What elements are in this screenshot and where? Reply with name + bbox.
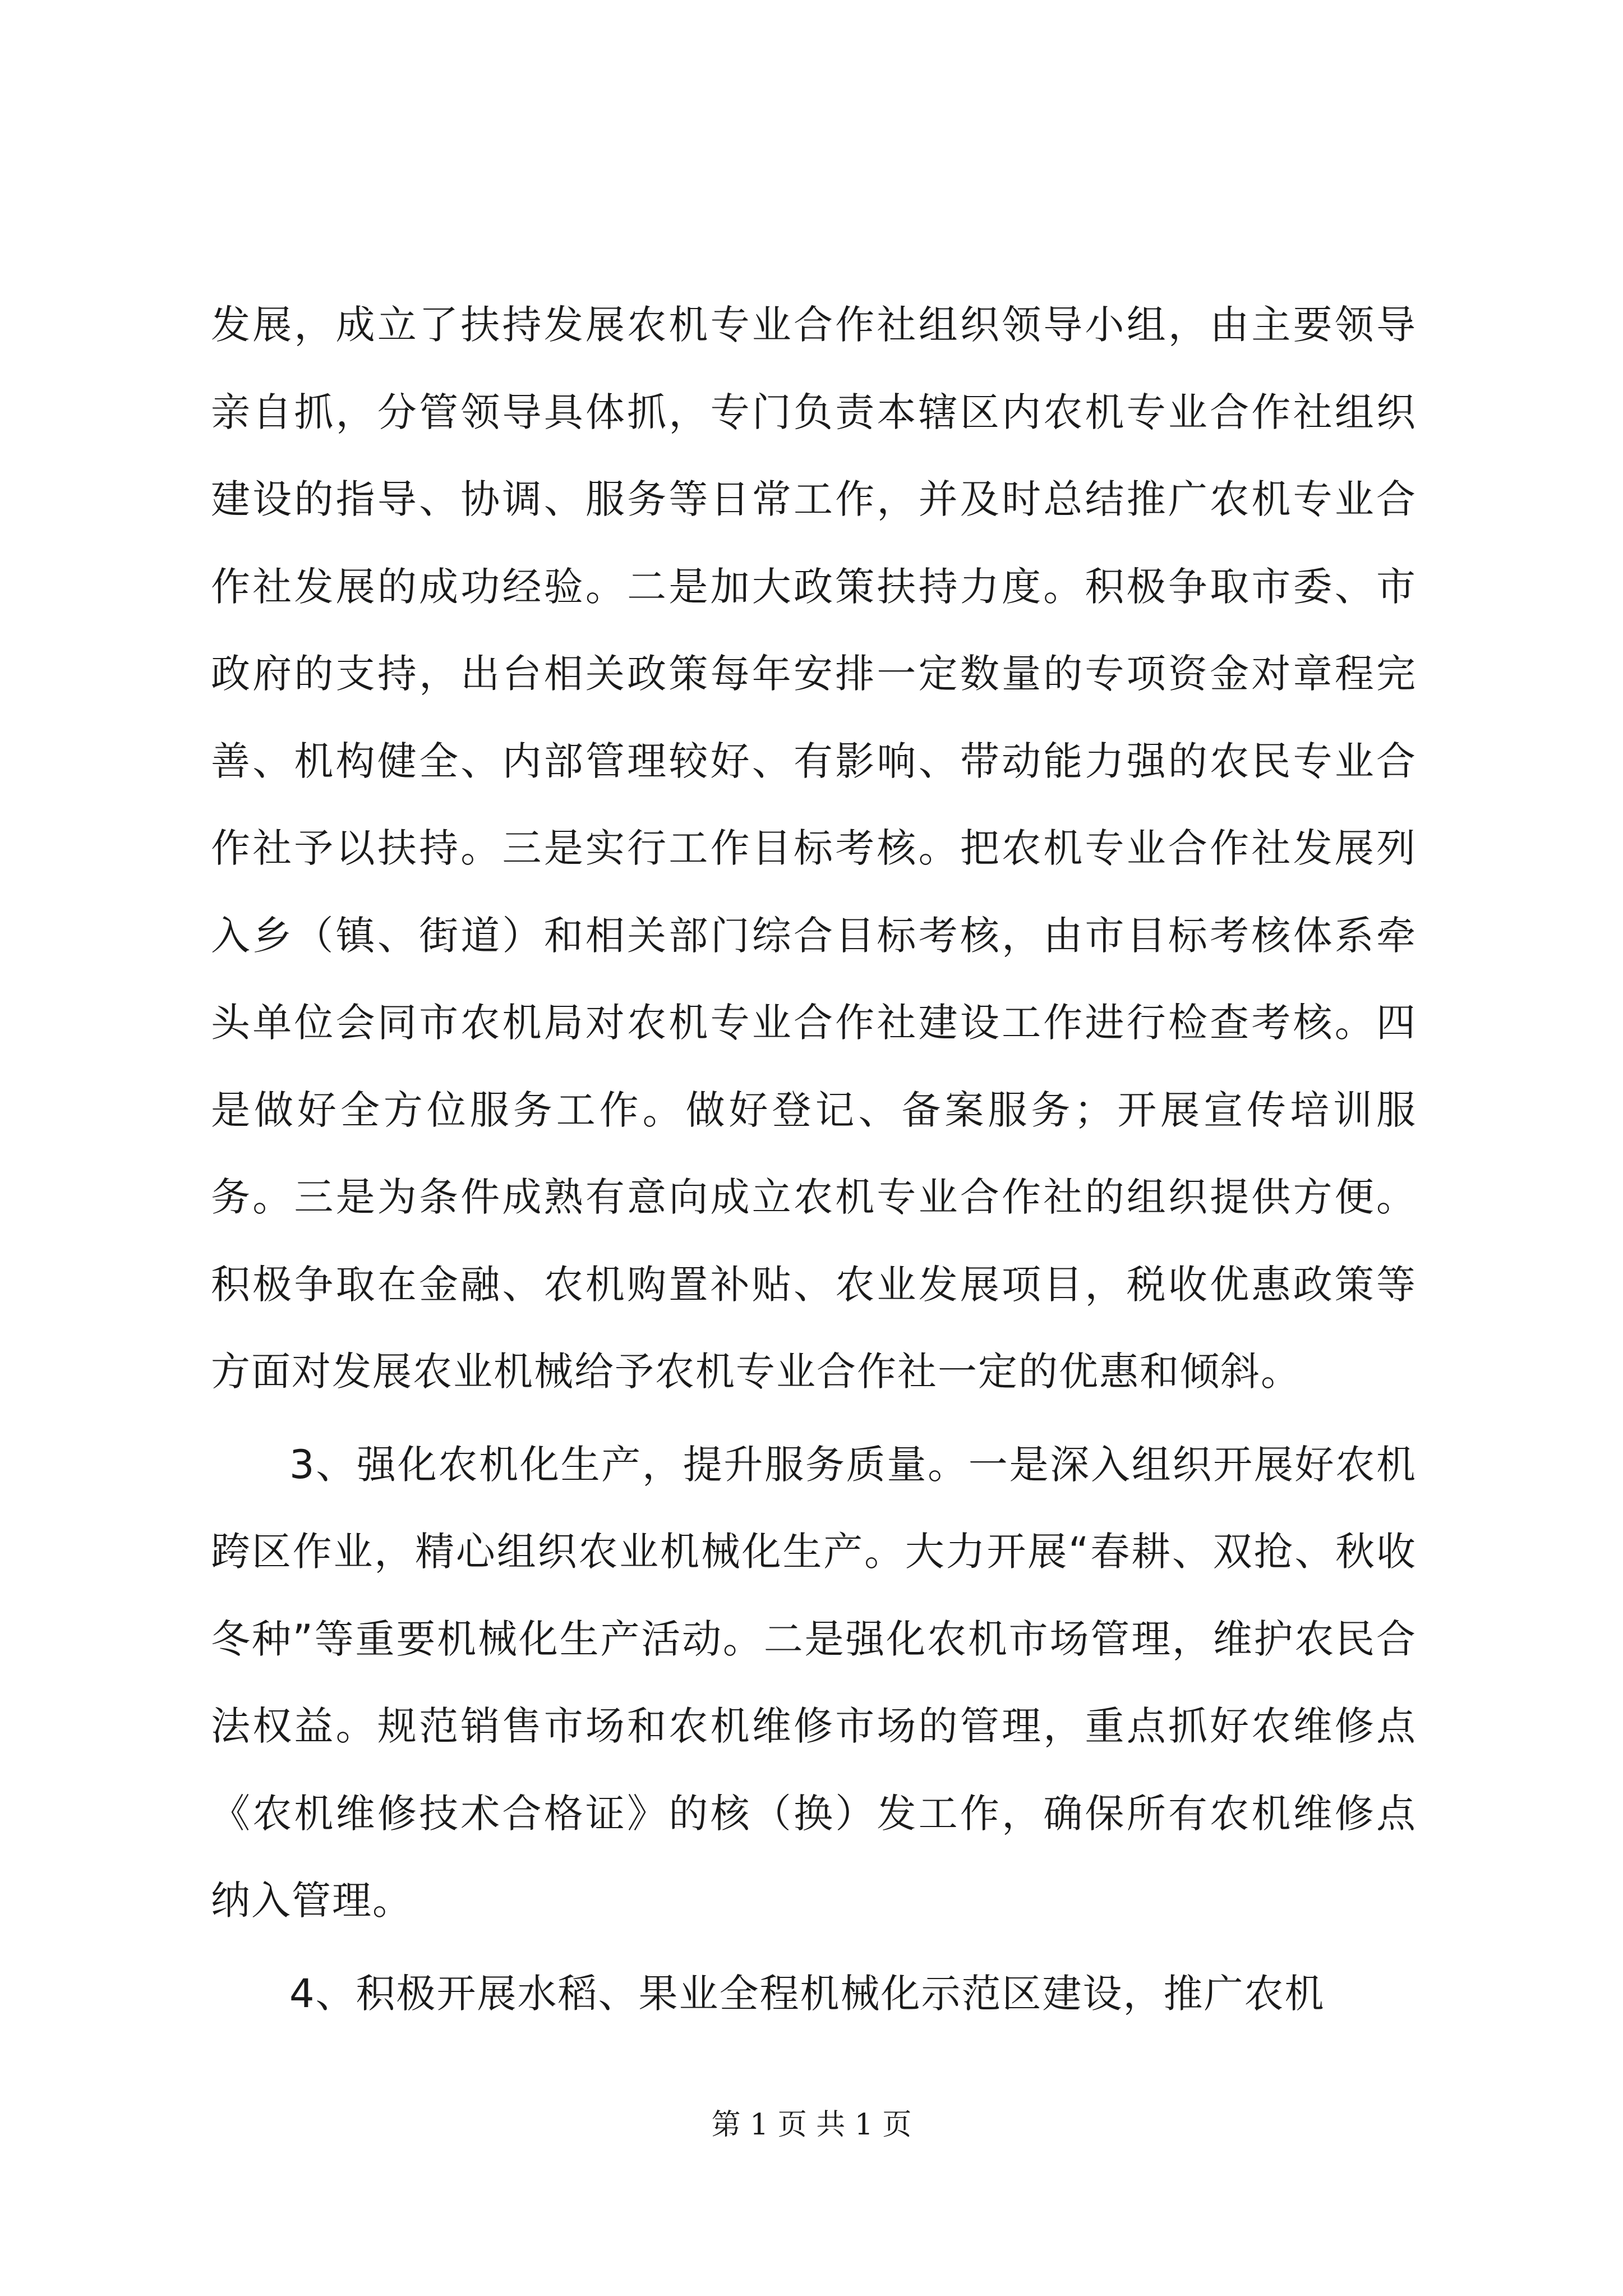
- paragraph-1: 发展，成立了扶持发展农机专业合作社组织领导小组，由主要领导亲自抓，分管领导具体抓，专门负责本辖区内农机专业合作社组织建设的指导、协调、服务等日常工作，并及时总结推广农机专业合作社发展的成功经验。二是加大政策扶持力度。积极争取市委、市政府的支持，出台相关政策每年安排一定数量的专项资金对章程完善、机构健全、内部管理较好、有影响、带动能力强的农民专业合作社予以扶持。三是实行工作目标考核。把农机专业合作社发展列入乡（镇、街道）和相关部门综合目标考核，由市目标考核体系牵头单位会同市农机局对农机专业合作社建设工作进行检查考核。四是做好全方位服务工作。做好登记、备案服务；开展宣传培训服务。三是为条件成熟有意向成立农机专业合作社的组织提供方便。积极争取在金融、农机购置补贴、农业发展项目，税收优惠政策等方面对发展农业机械给予农机专业合作社一定的优惠和倾斜。: [211, 302, 1417, 1395]
- page-footer: 第 1 页 共 1 页: [711, 2108, 912, 2142]
- document-body: [211, 282, 1417, 2043]
- paragraph-3: 4、积极开展水稻、果业全程机械化示范区建设，推广农机: [289, 1970, 1325, 2017]
- paragraph-2: 3、强化农机化生产，提升服务质量。一是深入组织开展好农机跨区作业，精心组织农业机械化生产。大力开展“春耕、双抢、秋收冬种”等重要机械化生产活动。二是强化农机市场管理，维护农民合法权益。规范销售市场和农机维修市场的管理，重点抓好农维修点《农机维修技术合格证》的核（换）发工作，确保所有农机维修点纳入管理。: [211, 1441, 1417, 1924]
